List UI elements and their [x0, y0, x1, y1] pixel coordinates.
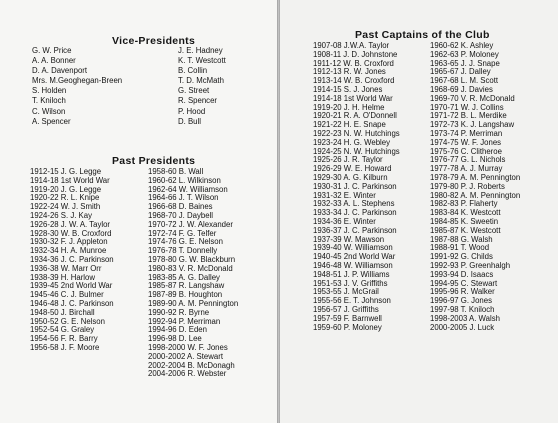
list-item: D. A. Davenport: [32, 66, 88, 76]
list-item: 1990-92 R. Byrne: [148, 307, 210, 317]
list-item: T. Kniloch: [32, 96, 66, 106]
list-item: 1994-95 C. Stewart: [430, 278, 498, 288]
list-item: 1984-85 K. Sweetin: [430, 216, 499, 226]
list-item: 1983-85 A. G. Dalley: [148, 272, 220, 282]
list-item: 2002-2004 B. McDonagh: [148, 360, 235, 370]
list-item: 1976-77 G. L. Nichols: [430, 155, 506, 165]
list-item: G. W. Price: [32, 46, 72, 55]
list-item: B. Collin: [178, 66, 208, 76]
list-item: 1919-20 J. H. Helme: [313, 102, 385, 112]
list-item: 1921-22 H. E. Snape: [313, 120, 386, 130]
list-item: 1934-36 J. C. Parkinson: [30, 254, 114, 264]
list-item: 1971-72 B. L. Merdike: [430, 111, 507, 121]
list-item: 1922-23 N. W. Hutchings: [313, 128, 400, 138]
list-item: 1995-96 R. Walker: [430, 287, 495, 297]
list-item: 1930-32 F. J. Appleton: [30, 237, 108, 247]
list-item: 1946-48 J. C. Parkinson: [30, 298, 114, 308]
list-item: 1960-62 L. Wilkinson: [148, 175, 221, 185]
list-item: 1969-70 V. R. McDonald: [430, 93, 515, 103]
list-item: 1970-71 W. J. Collins: [430, 102, 504, 112]
list-item: C. Wilson: [32, 106, 66, 116]
list-item: 1975-76 C. Clitheroe: [430, 146, 502, 156]
list-item: 1946-48 W. Williamson: [313, 260, 393, 270]
list-item: 1957-59 F. Barnwell: [313, 313, 382, 323]
list-item: 1936-37 J. C. Parkinson: [313, 225, 397, 235]
list-item: 1979-80 P. J. Roberts: [430, 181, 505, 191]
list-item: 1988-91 T. Wood: [430, 243, 490, 253]
list-item: 1974-75 W. F. Jones: [430, 137, 502, 147]
list-item: 1929-30 A. G. Kilburn: [313, 172, 388, 182]
list-item: 1966-68 D. Baines: [148, 202, 213, 212]
list-item: 1914-18 1st World War: [313, 93, 393, 103]
list-item: 1987-89 B. Houghton: [148, 290, 223, 300]
list-item: 1960-62 K. Ashley: [430, 41, 494, 50]
list-item: 1964-66 J. T. Wilson: [148, 193, 219, 203]
list-item: 1968-69 J. Davies: [430, 84, 493, 94]
list-item: 1913-14 W. B. Croxford: [313, 76, 395, 86]
list-item: 1980-82 A. M. Pennington: [430, 190, 521, 200]
list-item: 1993-94 D. Isaacs: [430, 269, 494, 279]
list-item: 2004-2006 R. Webster: [148, 369, 227, 379]
list-item: T. D. McMath: [178, 76, 224, 86]
list-item: 1939-40 W. Williamson: [313, 243, 393, 253]
list-item: 1992-94 P. Merriman: [148, 316, 221, 326]
list-item: 1950-52 G. E. Nelson: [30, 316, 105, 326]
past-presidents-left-list: [30, 168, 114, 353]
list-item: 1924-26 S. J. Kay: [30, 210, 92, 220]
list-item: 1938-39 H. Harlow: [30, 272, 96, 282]
list-item: 1911-12 W. B. Croxford: [313, 58, 394, 68]
list-item: 1951-53 J. V. Griffiths: [313, 278, 388, 288]
vice-presidents-left-list: [32, 46, 122, 127]
list-item: 2000-2002 A. Stewart: [148, 351, 223, 361]
list-item: 1968-70 J. Daybell: [148, 210, 214, 220]
list-item: 1992-93 P. Greenhalgh: [430, 260, 511, 270]
list-item: 1926-28 J. W. A. Taylor: [30, 219, 111, 229]
list-item: 1996-98 D. Lee: [148, 334, 202, 344]
list-item: 1952-54 G. Graley: [30, 325, 95, 335]
list-item: 1970-72 J. W. Alexander: [148, 219, 233, 229]
list-item: 1953-55 J. McGrail: [313, 287, 379, 297]
list-item: 1987-88 G. Walsh: [430, 234, 493, 244]
list-item: 1978-80 G. W. Blackburn: [148, 254, 236, 264]
list-item: 1912-15 J. G. Legge: [30, 167, 102, 176]
list-item: 1963-65 J. J. Snape: [430, 58, 500, 68]
list-item: 1920-21 R. A. O'Donnell: [313, 111, 397, 121]
list-item: 1965-67 J. Dalley: [430, 67, 491, 77]
list-item: 1956-57 J. Griffiths: [313, 304, 379, 314]
list-item: K. T. Westcott: [178, 56, 226, 66]
past-captains-heading: Past Captains of the Club: [355, 29, 490, 41]
list-item: 1967-68 L. M. Scott: [430, 76, 499, 86]
list-item: 1972-74 F. G. Telfer: [148, 228, 217, 238]
list-item: 1955-56 E. T. Johnson: [313, 296, 391, 306]
list-item: 1983-84 K. Westcott: [430, 208, 501, 218]
list-item: 1936-38 W. Marr Orr: [30, 263, 102, 273]
list-item: A. A. Bonner: [32, 56, 76, 66]
vice-presidents-heading: Vice-Presidents: [112, 35, 196, 47]
list-item: 1958-60 B. Wall: [148, 167, 204, 176]
list-item: 1926-29 W. E. Howard: [313, 164, 392, 174]
list-item: 1933-34 J. C. Parkinson: [313, 208, 397, 218]
list-item: A. Spencer: [32, 116, 71, 126]
past-presidents-heading: Past Presidents: [112, 155, 196, 167]
list-item: 1919-20 J. G. Legge: [30, 184, 102, 194]
list-item: 1908-11 J. D. Johnstone: [313, 49, 398, 59]
list-item: 1978-79 A. M. Pennington: [430, 172, 521, 182]
list-item: 1928-30 W. B. Croxford: [30, 228, 112, 238]
list-item: 1923-24 H. G. Webley: [313, 137, 390, 147]
list-item: D. Bull: [178, 116, 201, 126]
list-item: 1930-31 J. C. Parkinson: [313, 181, 397, 191]
list-item: 1914-18 1st World War: [30, 175, 110, 185]
list-item: 1998-2003 A. Walsh: [430, 313, 500, 323]
list-item: 1948-50 J. Birchall: [30, 307, 95, 317]
list-item: 1954-56 F. R. Barry: [30, 334, 98, 344]
list-item: 1985-87 K. Westcott: [430, 225, 501, 235]
list-item: 1980-83 V. R. McDonald: [148, 263, 233, 273]
list-item: P. Hood: [178, 106, 206, 116]
list-item: 1925-26 J. R. Taylor: [313, 155, 383, 165]
list-item: 1989-90 A. M. Pennington: [148, 298, 239, 308]
list-item: Mrs. M.Geoghegan-Breen: [32, 76, 123, 86]
list-item: 1931-32 E. Winter: [313, 190, 376, 200]
list-item: 1940-45 2nd World War: [313, 252, 396, 262]
list-item: 1985-87 R. Langshaw: [148, 281, 225, 291]
list-item: 1962-64 W. Williamson: [148, 184, 228, 194]
past-presidents-right-list: [148, 168, 238, 379]
list-item: 1945-46 C. J. Bulmer: [30, 290, 104, 300]
list-item: 1932-34 H. A. Munroe: [30, 246, 107, 256]
list-item: 2000-2005 J. Luck: [430, 322, 495, 332]
list-item: 1991-92 G. Childs: [430, 252, 493, 262]
list-item: 1924-25 N. W. Hutchings: [313, 146, 400, 156]
left-page: [0, 0, 277, 423]
past-captains-left-list: [313, 42, 400, 332]
list-item: 1973-74 P. Merriman: [430, 128, 503, 138]
list-item: 1982-83 P. Flaherty: [430, 199, 498, 209]
list-item: G. Street: [178, 86, 210, 96]
list-item: 1920-22 R. L. Knipe: [30, 193, 100, 203]
list-item: 1956-58 J. F. Moore: [30, 342, 100, 352]
list-item: 1948-51 J. P. Williams: [313, 269, 390, 279]
list-item: 1997-98 T. Kniloch: [430, 304, 495, 314]
list-item: 1998-2000 W. F. Jones: [148, 342, 228, 352]
past-captains-right-list: [430, 42, 520, 332]
list-item: J. E. Hadney: [178, 46, 223, 55]
list-item: S. Holden: [32, 86, 67, 96]
right-page: [280, 0, 558, 423]
list-item: 1907-08 J.W.A. Taylor: [313, 41, 390, 50]
list-item: 1939-45 2nd World War: [30, 281, 113, 291]
list-item: 1937-39 W. Mawson: [313, 234, 385, 244]
list-item: 1977-78 A. J. Murray: [430, 164, 503, 174]
list-item: 1972-73 K. J. Langshaw: [430, 120, 515, 130]
list-item: 1922-24 W. J. Smith: [30, 202, 101, 212]
vice-presidents-right-list: [178, 46, 226, 127]
list-item: 1912-13 R. W. Jones: [313, 67, 386, 77]
list-item: 1962-63 P. Moloney: [430, 49, 499, 59]
list-item: R. Spencer: [178, 96, 218, 106]
list-item: 1976-78 T. Donnelly: [148, 246, 218, 256]
list-item: 1914-15 S. J. Jones: [313, 84, 383, 94]
list-item: 1996-97 G. Jones: [430, 296, 492, 306]
list-item: 1934-36 E. Winter: [313, 216, 376, 226]
list-item: 1994-96 D. Eden: [148, 325, 207, 335]
list-item: 1959-60 P. Moloney: [313, 322, 382, 332]
list-item: 1932-33 A. L. Stephens: [313, 199, 395, 209]
list-item: 1974-76 G. E. Nelson: [148, 237, 223, 247]
